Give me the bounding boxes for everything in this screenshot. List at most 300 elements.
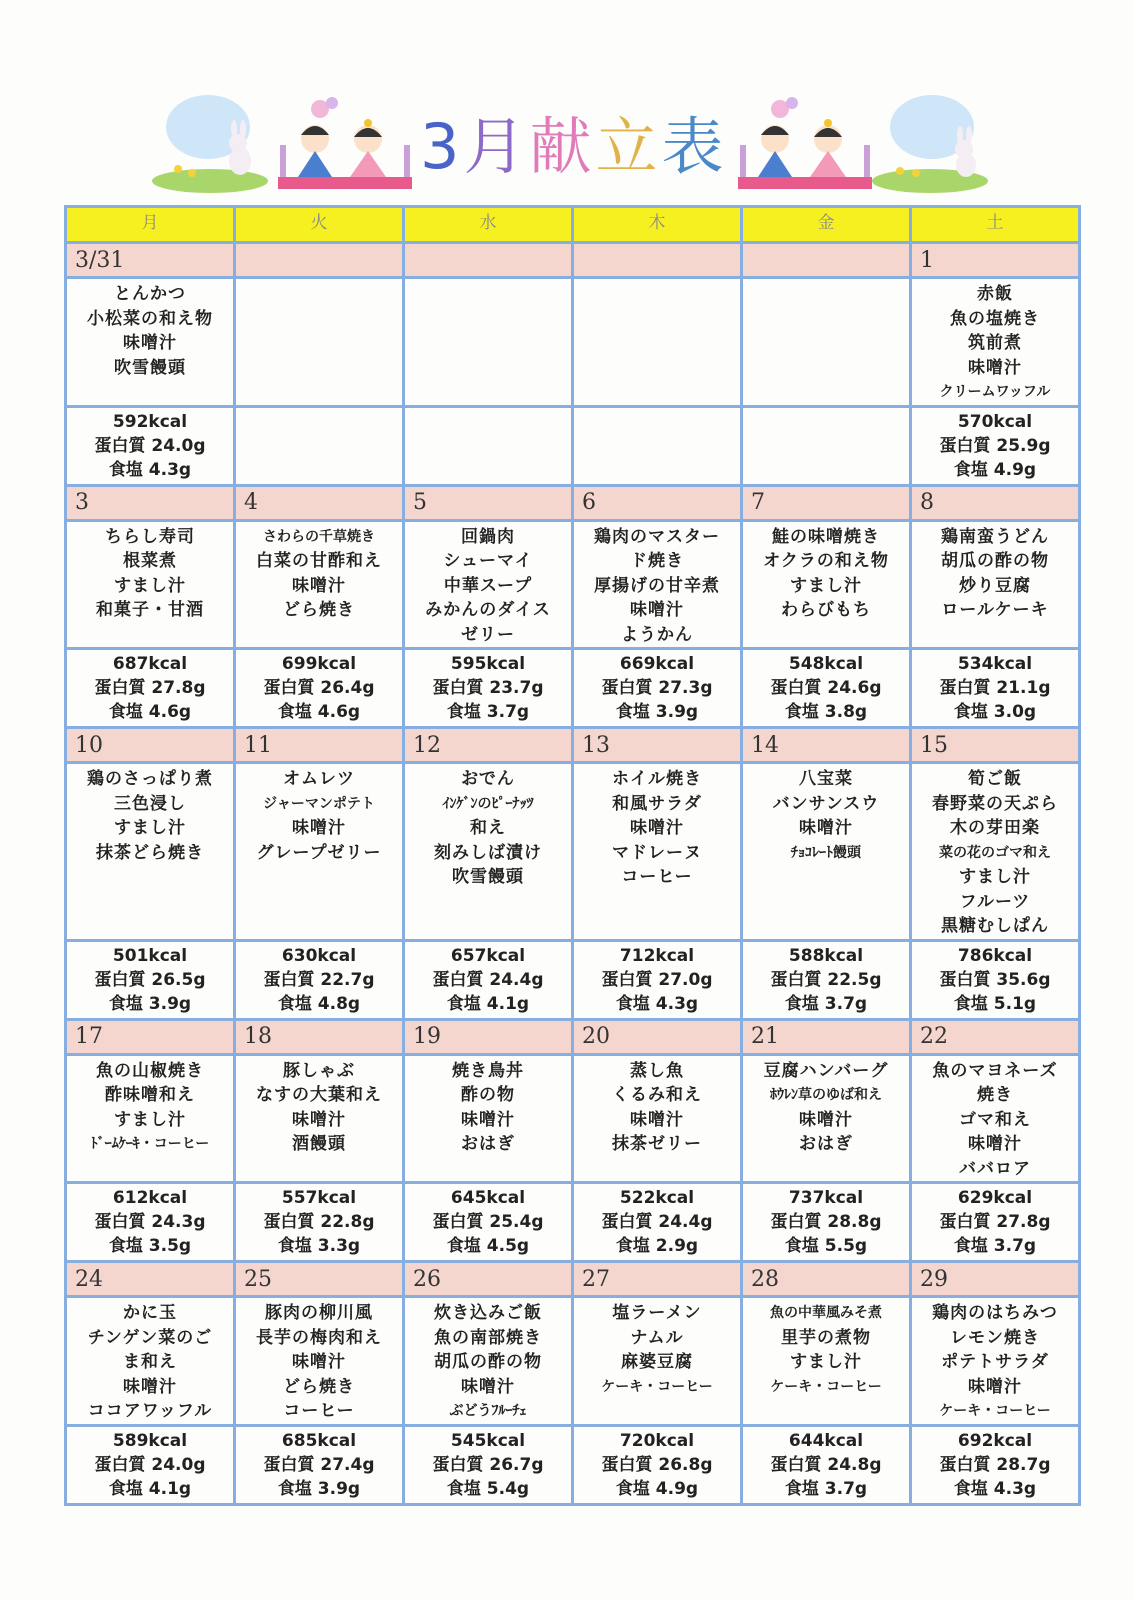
day-nutrition-cell [742,406,911,485]
day-date: 28 [742,1262,911,1297]
menu-item: 春野菜の天ぷら [932,793,1058,814]
menu-row [66,278,1080,407]
menu-item: 味噌汁 [292,575,346,596]
day-menu-cell [66,278,235,407]
nutrition-row [66,406,1080,485]
protein-value: 蛋白質 24.0g [94,435,206,456]
menu-item: 刻みしば漬け [434,842,542,863]
day-date: 26 [404,1262,573,1297]
salt-value: 食塩 4.9g [615,1478,699,1499]
menu-item: どら焼き [283,600,355,620]
weekday-header-mon: 月 [66,207,235,243]
day-date: 10 [66,728,235,763]
date-row [66,728,1080,763]
menu-item: ココアワッフル [87,1401,213,1421]
menu-item: 抹茶どら焼き [96,842,204,863]
day-nutrition-cell [573,940,742,1019]
salt-value: 食塩 4.5g [446,1236,530,1256]
calories-value: 687kcal [112,654,188,674]
day-menu-cell [235,763,404,941]
calories-value: 629kcal [957,1188,1033,1208]
day-menu-cell [404,763,573,941]
menu-item: 魚の山椒焼き [96,1060,204,1081]
salt-value: 食塩 3.9g [277,1478,361,1499]
menu-item: ホイル焼き [612,769,702,789]
day-date: 1 [911,243,1080,278]
menu-row [66,1054,1080,1183]
calories-value: 522kcal [619,1188,695,1208]
salt-value: 食塩 3.9g [615,702,699,722]
day-nutrition-cell [66,940,235,1019]
menu-item: 味噌汁 [123,333,177,353]
day-menu-cell [573,1297,742,1426]
day-nutrition-cell [404,1425,573,1504]
protein-value: 蛋白質 24.4g [601,1212,713,1232]
calories-value: 545kcal [450,1430,526,1451]
menu-item: かに玉 [123,1303,177,1323]
calories-value: 534kcal [957,654,1033,674]
day-menu-cell [573,520,742,649]
menu-row [66,520,1080,649]
menu-item: 鶏南蛮うどん [941,526,1049,547]
protein-value: 蛋白質 26.8g [601,1454,713,1475]
salt-value: 食塩 4.1g [446,993,530,1014]
protein-value: 蛋白質 26.5g [94,969,206,990]
day-nutrition-cell [742,940,911,1019]
protein-value: 蛋白質 27.8g [939,1212,1051,1232]
day-date: 17 [66,1019,235,1054]
day-menu-cell [911,763,1080,941]
day-date: 25 [235,1262,404,1297]
menu-item: 味噌汁 [630,600,684,620]
menu-item: ババロア [959,1158,1031,1179]
protein-value: 蛋白質 21.1g [939,678,1051,698]
menu-item: おはぎ [461,1134,515,1154]
day-menu-cell [911,1297,1080,1426]
day-nutrition-cell [573,649,742,728]
day-nutrition-cell [911,1183,1080,1262]
menu-item: 焼き [977,1085,1013,1105]
protein-value: 蛋白質 26.7g [432,1454,544,1475]
day-nutrition-cell [235,1183,404,1262]
day-date: 18 [235,1019,404,1054]
weekday-header-fri: 金 [742,207,911,243]
calories-value: 669kcal [619,654,695,674]
day-menu-cell [66,1297,235,1426]
weekday-header-tue: 火 [235,207,404,243]
menu-item: 豚肉の柳川風 [265,1303,373,1323]
menu-item: 味噌汁 [123,1376,177,1397]
salt-value: 食塩 4.1g [108,1478,192,1499]
menu-item: ﾎｳﾚﾝ草のゆば和え [770,1087,882,1103]
calories-value: 786kcal [957,945,1033,966]
protein-value: 蛋白質 24.3g [94,1212,206,1232]
day-date: 3 [66,485,235,520]
menu-item: ケーキ・コーヒー [601,1378,713,1395]
day-nutrition-cell [66,1183,235,1262]
menu-item: 味噌汁 [968,1134,1022,1154]
hina-dolls-illustration-left [270,95,420,195]
menu-item: ﾁｮｺﾚｰﾄ饅頭 [791,844,861,861]
day-menu-cell [235,520,404,649]
menu-item: すまし汁 [959,867,1031,887]
calories-value: 557kcal [281,1188,357,1208]
date-row [66,1019,1080,1054]
calories-value: 548kcal [788,654,864,674]
day-nutrition-cell [66,1425,235,1504]
menu-item: すまし汁 [114,575,186,596]
day-nutrition-cell [404,940,573,1019]
menu-item: 味噌汁 [799,1109,853,1130]
calories-value: 501kcal [112,945,188,966]
calories-value: 630kcal [281,945,357,966]
menu-item: すまし汁 [114,1109,186,1130]
day-menu-cell [404,1054,573,1183]
day-nutrition-cell [404,406,573,485]
day-nutrition-cell [911,1425,1080,1504]
day-menu-cell [404,1297,573,1426]
menu-item: 和え [470,818,506,838]
menu-item: 味噌汁 [461,1109,515,1130]
menu-item: ポテトサラダ [941,1352,1049,1372]
menu-item: ナムル [630,1327,684,1348]
menu-item: 炊き込みご飯 [434,1303,542,1323]
menu-item: ジャーマンポテト [263,795,375,812]
menu-item: オクラの和え物 [763,551,889,571]
protein-value: 蛋白質 26.4g [263,678,375,698]
menu-item: クリームワッフル [939,384,1051,400]
day-date: 8 [911,485,1080,520]
menu-item: 魚の中華風みそ煮 [770,1305,882,1321]
day-date: 4 [235,485,404,520]
date-row [66,1262,1080,1297]
calories-value: 570kcal [957,411,1033,432]
day-menu-cell [66,763,235,941]
day-menu-cell [573,1054,742,1183]
menu-item: ﾄﾞｰﾑｹｰｷ・コーヒー [90,1136,210,1152]
calories-value: 588kcal [788,945,864,966]
menu-item: 味噌汁 [292,818,346,838]
calories-value: 644kcal [788,1430,864,1451]
salt-value: 食塩 5.5g [784,1236,868,1256]
menu-item: どら焼き [283,1376,355,1397]
salt-value: 食塩 4.9g [953,459,1037,480]
menu-item: 筍ご飯 [968,769,1022,789]
spring-meadow-illustration-right [870,85,990,195]
menu-item: 吹雪饅頭 [114,357,186,378]
protein-value: 蛋白質 28.7g [939,1454,1051,1475]
weekday-header-thu: 木 [573,207,742,243]
menu-item: おはぎ [799,1134,853,1154]
day-nutrition-cell [742,1183,911,1262]
hina-dolls-illustration-right [730,95,880,195]
protein-value: 蛋白質 24.6g [770,678,882,698]
protein-value: 蛋白質 22.5g [770,969,882,990]
salt-value: 食塩 4.3g [108,459,192,480]
menu-item: 白菜の甘酢和え [256,551,382,571]
menu-item: 鶏肉のマスター [594,526,720,547]
menu-item: 味噌汁 [630,818,684,838]
menu-item: 焼き鳥丼 [452,1060,524,1081]
menu-item: マドレーヌ [612,842,702,863]
day-menu-cell [911,520,1080,649]
day-date: 22 [911,1019,1080,1054]
salt-value: 食塩 2.9g [615,1236,699,1256]
salt-value: 食塩 4.3g [953,1478,1037,1499]
menu-item: すまし汁 [790,1352,862,1372]
menu-item: ま和え [123,1352,177,1372]
menu-item: 和風サラダ [612,793,702,814]
day-menu-cell [404,520,573,649]
day-menu-cell [911,1054,1080,1183]
menu-item: 鶏のさっぱり煮 [87,769,213,789]
protein-value: 蛋白質 27.0g [601,969,713,990]
menu-item: すまし汁 [790,575,862,596]
menu-item: 豆腐ハンバーグ [763,1060,889,1081]
page-title: 3月献立表 [420,110,728,183]
menu-item: 筑前煮 [968,333,1022,353]
day-nutrition-cell [235,649,404,728]
protein-value: 蛋白質 25.9g [939,435,1051,456]
day-date: 20 [573,1019,742,1054]
day-date: 3/31 [66,243,235,278]
menu-item: 酒饅頭 [292,1134,346,1154]
day-menu-cell [235,1297,404,1426]
menu-item: 味噌汁 [292,1109,346,1130]
menu-item: 魚の塩焼き [950,308,1040,329]
menu-calendar-table [64,205,1081,1506]
day-date [742,243,911,278]
protein-value: 蛋白質 23.7g [432,678,544,698]
day-nutrition-cell [235,940,404,1019]
day-menu-cell [742,763,911,941]
salt-value: 食塩 3.0g [953,702,1037,722]
menu-item: 吹雪饅頭 [452,867,524,887]
menu-row [66,763,1080,941]
menu-item: ちらし寿司 [105,526,195,547]
day-nutrition-cell [742,649,911,728]
nutrition-row [66,1425,1080,1504]
salt-value: 食塩 4.6g [108,702,192,722]
day-date: 12 [404,728,573,763]
menu-item: 炒り豆腐 [959,575,1031,596]
menu-item: シューマイ [443,551,533,571]
calories-value: 699kcal [281,654,357,674]
calories-value: 685kcal [281,1430,357,1451]
calories-value: 712kcal [619,945,695,966]
menu-item: コーヒー [283,1401,355,1421]
menu-item: すまし汁 [114,818,186,838]
menu-item: 赤飯 [977,284,1013,304]
menu-item: コーヒー [621,867,693,887]
protein-value: 蛋白質 22.7g [263,969,375,990]
day-nutrition-cell [235,406,404,485]
menu-item: 木の芽田楽 [950,818,1040,838]
menu-item: 抹茶ゼリー [612,1134,702,1154]
menu-item: 味噌汁 [968,1376,1022,1397]
salt-value: 食塩 3.3g [277,1236,361,1256]
calories-value: 592kcal [112,411,188,432]
menu-item: わらびもち [781,600,871,620]
day-date: 29 [911,1262,1080,1297]
salt-value: 食塩 3.7g [953,1236,1037,1256]
menu-item: 三色浸し [114,793,186,814]
day-nutrition-cell [404,1183,573,1262]
menu-item: ゼリー [461,624,515,645]
day-menu-cell [742,1054,911,1183]
calories-value: 657kcal [450,945,526,966]
salt-value: 食塩 5.4g [446,1478,530,1499]
salt-value: 食塩 3.7g [446,702,530,722]
menu-item: レモン焼き [950,1327,1040,1348]
day-nutrition-cell [742,1425,911,1504]
nutrition-row [66,649,1080,728]
day-nutrition-cell [66,406,235,485]
menu-item: 味噌汁 [968,357,1022,378]
menu-item: 鮭の味噌焼き [772,526,880,547]
menu-item: 味噌汁 [292,1352,346,1372]
salt-value: 食塩 3.5g [108,1236,192,1256]
nutrition-row [66,1183,1080,1262]
protein-value: 蛋白質 27.3g [601,678,713,698]
calories-value: 595kcal [450,654,526,674]
weekday-header-wed: 水 [404,207,573,243]
menu-item: ぶどうﾌﾙｰﾁｪ [449,1403,527,1419]
menu-item: バンサンスウ [772,793,880,814]
calories-value: 737kcal [788,1188,864,1208]
protein-value: 蛋白質 27.8g [94,678,206,698]
salt-value: 食塩 3.7g [784,1478,868,1499]
menu-item: とんかつ [114,284,186,304]
protein-value: 蛋白質 24.8g [770,1454,882,1475]
menu-item: 厚揚げの甘辛煮 [594,575,720,596]
menu-item: 味噌汁 [461,1376,515,1397]
menu-item: 塩ラーメン [612,1303,702,1323]
calories-value: 720kcal [619,1430,695,1451]
menu-item: 魚の南部焼き [434,1327,542,1348]
salt-value: 食塩 3.8g [784,702,868,722]
day-date: 27 [573,1262,742,1297]
day-menu-cell [404,278,573,407]
day-menu-cell [742,278,911,407]
day-menu-cell [742,1297,911,1426]
menu-item: 鶏肉のはちみつ [932,1303,1058,1323]
day-date [573,243,742,278]
protein-value: 蛋白質 24.4g [432,969,544,990]
menu-item: ド焼き [630,551,684,571]
menu-item: 中華スープ [443,575,533,596]
weekday-header-sat: 土 [911,207,1080,243]
menu-item: 魚のマヨネーズ [932,1060,1058,1081]
day-nutrition-cell [573,1183,742,1262]
day-nutrition-cell [404,649,573,728]
day-date: 19 [404,1019,573,1054]
page-header [150,85,990,200]
day-nutrition-cell [573,406,742,485]
protein-value: 蛋白質 28.8g [770,1212,882,1232]
day-date: 15 [911,728,1080,763]
protein-value: 蛋白質 27.4g [263,1454,375,1475]
day-menu-cell [742,520,911,649]
protein-value: 蛋白質 25.4g [432,1212,544,1232]
calories-value: 612kcal [112,1188,188,1208]
day-nutrition-cell [911,406,1080,485]
salt-value: 食塩 4.3g [615,993,699,1014]
menu-item: ケーキ・コーヒー [939,1403,1051,1419]
menu-item: さわらの千草焼き [263,528,375,545]
menu-item: 根菜煮 [123,551,177,571]
menu-item: フルーツ [959,891,1031,912]
menu-item: 蒸し魚 [630,1060,684,1081]
day-nutrition-cell [573,1425,742,1504]
day-date: 24 [66,1262,235,1297]
menu-item: なすの大葉和え [256,1085,382,1105]
menu-item: 胡瓜の酢の物 [941,551,1049,571]
menu-item: ゴマ和え [959,1109,1031,1130]
salt-value: 食塩 3.9g [108,993,192,1014]
menu-item: 黒糖むしぱん [941,916,1049,936]
menu-item: ようかん [621,624,693,645]
salt-value: 食塩 4.6g [277,702,361,722]
menu-item: 小松菜の和え物 [87,308,213,329]
menu-item: ケーキ・コーヒー [770,1378,882,1395]
menu-item: 回鍋肉 [461,526,515,547]
calories-value: 692kcal [957,1430,1033,1451]
menu-item: おでん [461,769,515,789]
date-row [66,485,1080,520]
calories-value: 645kcal [450,1188,526,1208]
menu-item: グレープゼリー [256,842,382,863]
menu-item: ｲﾝｹﾞﾝのﾋﾟｰﾅｯﾂ [442,795,534,812]
day-menu-cell [911,278,1080,407]
menu-item: チンゲン菜のご [87,1327,213,1348]
menu-item: 菜の花のゴマ和え [939,844,1051,861]
menu-item: 胡瓜の酢の物 [434,1352,542,1372]
menu-item: 味噌汁 [799,818,853,838]
day-date: 6 [573,485,742,520]
day-date: 13 [573,728,742,763]
menu-item: 和菓子・甘酒 [96,600,204,620]
salt-value: 食塩 4.8g [277,993,361,1014]
menu-item: 麻婆豆腐 [621,1352,693,1372]
day-date: 7 [742,485,911,520]
day-date: 11 [235,728,404,763]
day-menu-cell [573,278,742,407]
protein-value: 蛋白質 35.6g [939,969,1051,990]
protein-value: 蛋白質 24.0g [94,1454,206,1475]
menu-item: 味噌汁 [630,1109,684,1130]
menu-item: くるみ和え [612,1085,702,1105]
menu-item: 豚しゃぶ [283,1060,355,1081]
day-date: 5 [404,485,573,520]
menu-row [66,1297,1080,1426]
salt-value: 食塩 5.1g [953,993,1037,1014]
day-nutrition-cell [911,940,1080,1019]
menu-item: 酢味噌和え [105,1085,195,1105]
calories-value: 589kcal [112,1430,188,1451]
menu-item: ロールケーキ [941,600,1049,620]
day-nutrition-cell [66,649,235,728]
day-date [404,243,573,278]
protein-value: 蛋白質 22.8g [263,1212,375,1232]
salt-value: 食塩 3.7g [784,993,868,1014]
day-menu-cell [66,1054,235,1183]
calendar-body [66,243,1080,1505]
day-menu-cell [235,278,404,407]
menu-item: 酢の物 [461,1085,515,1105]
nutrition-row [66,940,1080,1019]
date-row [66,243,1080,278]
